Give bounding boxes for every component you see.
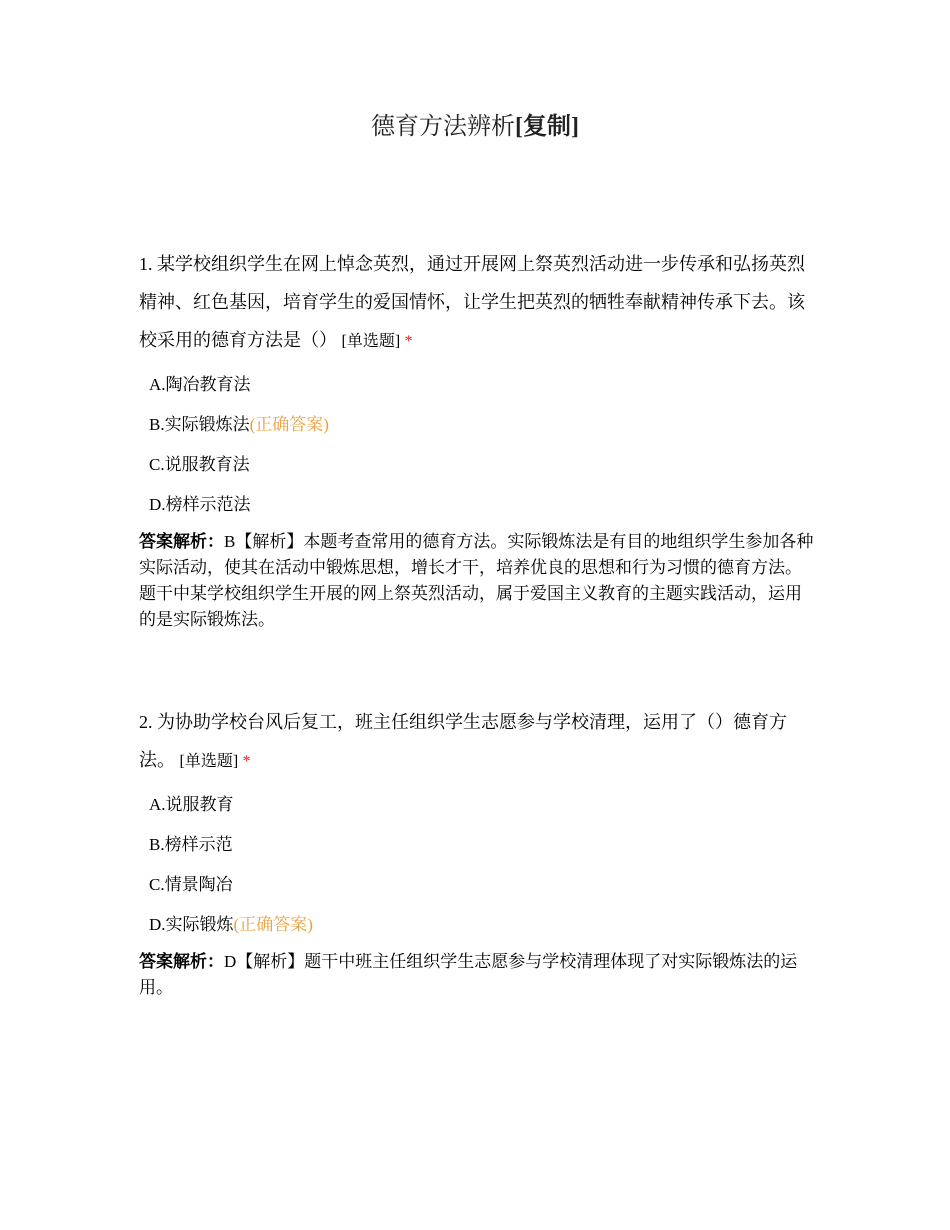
question-1 [139,245,814,633]
option-a [149,785,814,825]
analysis-text: B【解析】本题考查常用的德育方法。实际锻炼法是有目的地组织学生参加各种实际活动，使其在活动中锻炼思想，增长才干，培养优良的思想和行为习惯的德育方法。题干中某学校组织学生开展的网上祭英烈活动，属于爱国主义教育的主题实践活动，运用的是实际锻炼法。 [139,532,814,629]
title-text: 德育方法辨析 [371,114,515,140]
question-stem [139,245,814,361]
question-stem-text: 1. 某学校组织学生在网上悼念英烈，通过开展网上祭英烈活动进一步传承和弘扬英烈精神、红色基因，培育学生的爱国情怀，让学生把英烈的牺牲奉献精神传承下去。该校采用的德育方法是（） [139,254,805,350]
option-list [139,785,814,945]
option-text: A.说服教育 [149,795,234,814]
question-type: [单选题] [341,333,401,350]
option-text: C.情景陶冶 [149,875,233,894]
option-text: B.榜样示范 [149,835,233,854]
option-d [149,905,814,945]
option-text: A.陶冶教育法 [149,375,251,394]
page-title [0,108,950,146]
option-text: C.说服教育法 [149,455,250,474]
option-text: D.实际锻炼 [149,915,234,934]
question-type: [单选题] [179,753,239,770]
question-2 [139,703,814,1001]
required-star: * [242,753,251,770]
analysis-label: 答案解析： [139,952,224,971]
answer-analysis [139,529,814,633]
option-text: D.榜样示范法 [149,495,251,514]
analysis-label: 答案解析： [139,532,224,551]
question-stem [139,703,814,781]
required-star: * [404,333,413,350]
option-list [139,365,814,525]
analysis-text: D【解析】题干中班主任组织学生志愿参与学校清理体现了对实际锻炼法的运用。 [139,952,798,997]
correct-answer-tag: (正确答案) [233,915,313,934]
option-a [149,365,814,405]
option-text: B.实际锻炼法 [149,415,250,434]
question-stem-text: 2. 为协助学校台风后复工，班主任组织学生志愿参与学校清理，运用了（）德育方法。 [139,712,787,770]
copy-tag: [复制] [515,114,579,140]
option-c [149,865,814,905]
option-b [149,825,814,865]
option-c [149,445,814,485]
option-d [149,485,814,525]
answer-analysis [139,949,814,1001]
correct-answer-tag: (正确答案) [249,415,329,434]
option-b [149,405,814,445]
